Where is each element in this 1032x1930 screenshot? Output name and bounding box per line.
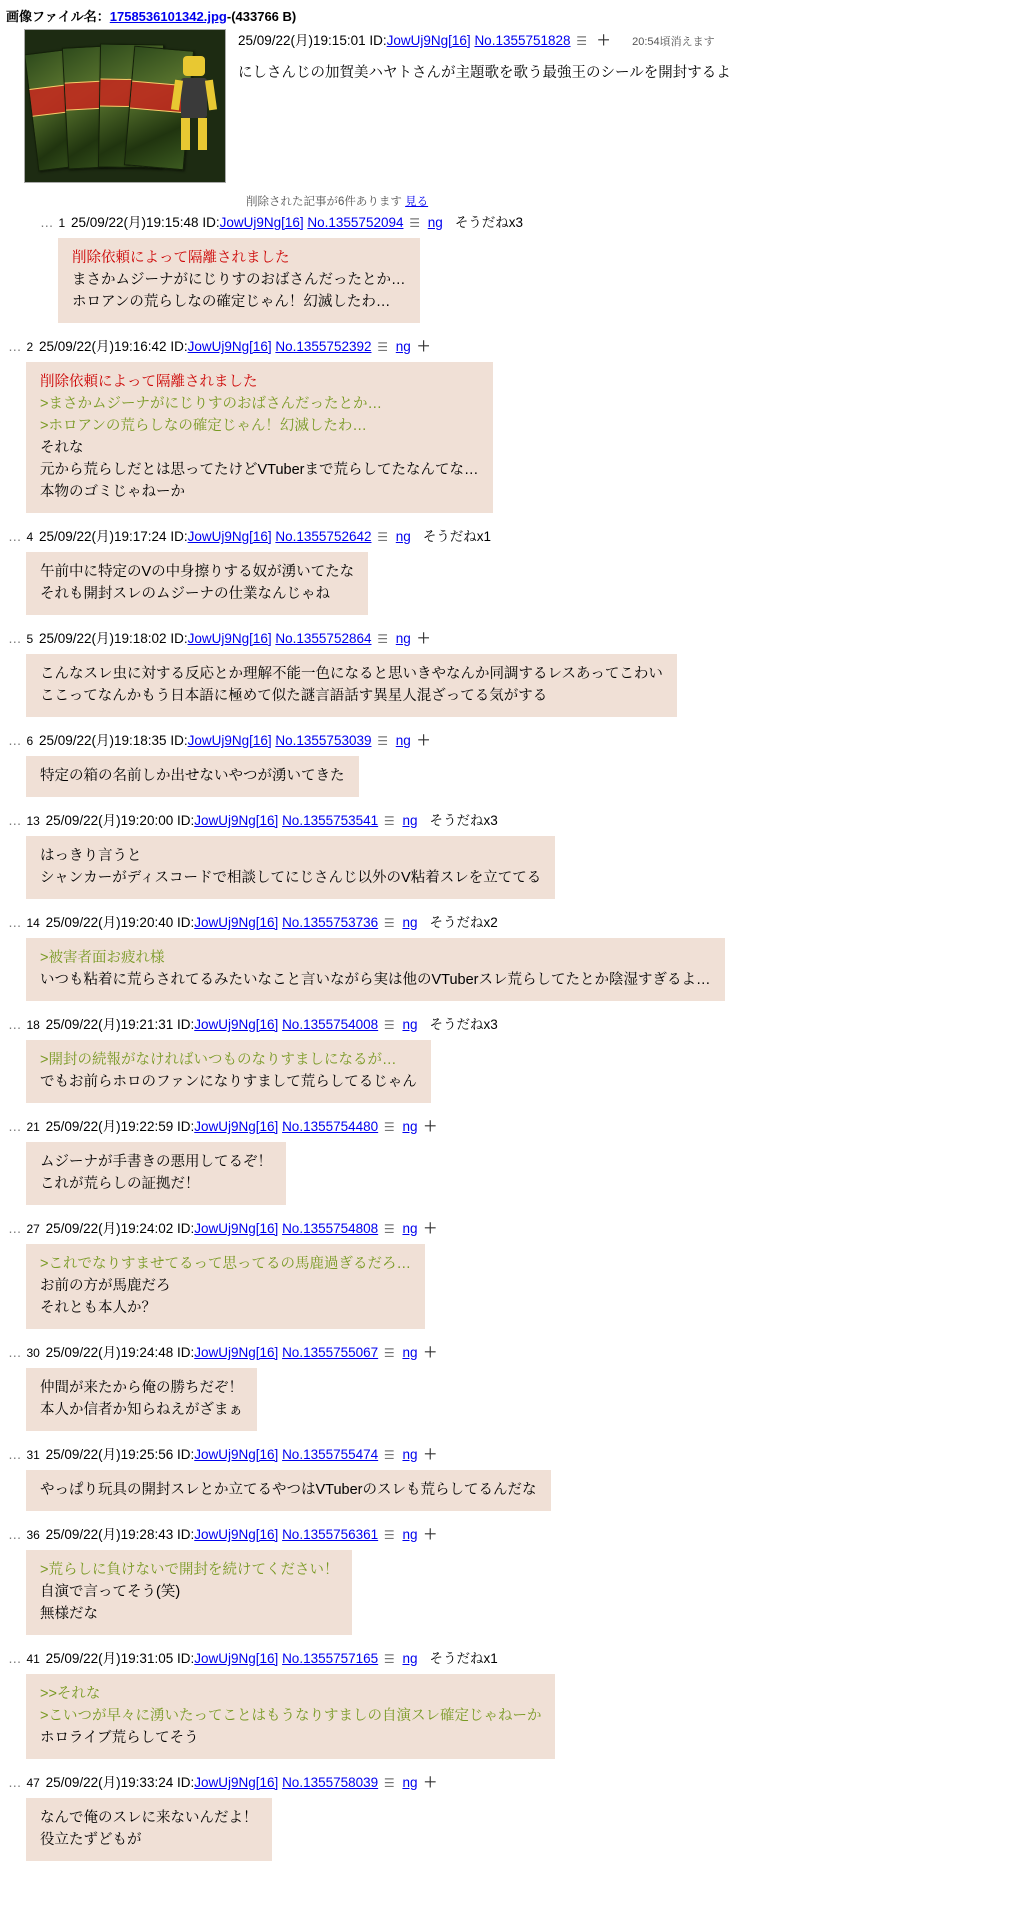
reply-collapse-toggle[interactable]: … (8, 1119, 23, 1134)
reply-header (0, 1343, 1032, 1363)
reply-body (26, 938, 725, 1001)
expand-plus-button[interactable]: ＋ (416, 733, 431, 748)
ng-button[interactable]: ng (395, 733, 411, 748)
reply-id-label: ID: (170, 733, 188, 748)
reply-post (0, 807, 1032, 909)
reply-body (58, 238, 420, 323)
reply-date: 25/09/22(月)19:28:43 (45, 1527, 174, 1542)
reply-post (0, 625, 1032, 727)
list-icon[interactable]: ☰ (383, 1652, 395, 1666)
reply-post (0, 1645, 1032, 1769)
list-icon[interactable]: ☰ (377, 530, 389, 544)
reply-post (0, 1521, 1032, 1645)
reply-post-number[interactable]: No.1355754008 (282, 1017, 379, 1032)
reply-id-value[interactable]: JowUj9Ng[16] (194, 1527, 279, 1542)
reply-post-number[interactable]: No.1355756361 (282, 1527, 379, 1542)
warning-line: 削除依頼によって隔離されました (40, 374, 258, 390)
op-thumbnail-image[interactable] (24, 29, 226, 183)
reply-post-number[interactable]: No.1355753039 (275, 733, 372, 748)
reply-post-number[interactable]: No.1355752864 (275, 631, 372, 646)
reply-post-number[interactable]: No.1355752094 (307, 215, 404, 230)
soudane-count[interactable]: そうだねx1 (422, 529, 492, 544)
reply-collapse-toggle[interactable]: … (8, 1447, 23, 1462)
deleted-posts-note (0, 187, 1032, 209)
reply-post (0, 909, 1032, 1011)
reply-body (26, 362, 493, 513)
reply-number: 1 (58, 216, 66, 230)
reply-body (26, 1142, 286, 1205)
reply-header (0, 1445, 1032, 1465)
file-info-line (0, 0, 1032, 27)
reply-body (26, 1244, 425, 1329)
reply-post-number[interactable]: No.1355753541 (282, 813, 379, 828)
reply-number: 47 (26, 1776, 40, 1790)
reply-header (0, 1525, 1032, 1545)
reply-post (0, 727, 1032, 807)
quote-line: >ホロアンの荒らしなの確定じゃん！幻滅したわ… (40, 418, 367, 434)
reply-id-label: ID: (176, 915, 195, 930)
list-icon[interactable]: ☰ (377, 632, 389, 646)
text-line: ホロライブ荒らしてそう (40, 1730, 199, 1746)
ng-button[interactable]: ng (395, 529, 411, 544)
reply-collapse-toggle[interactable]: … (8, 631, 23, 646)
reply-collapse-toggle[interactable]: … (8, 813, 23, 828)
list-icon[interactable]: ☰ (383, 1222, 395, 1236)
list-icon[interactable]: ☰ (576, 34, 588, 48)
text-line: それとも本人か？ (40, 1300, 156, 1316)
op-post (0, 27, 1032, 187)
op-id-label: ID: (369, 33, 387, 48)
reply-date: 25/09/22(月)19:33:24 (45, 1775, 174, 1790)
reply-post-number[interactable]: No.1355755067 (282, 1345, 379, 1360)
reply-date: 25/09/22(月)19:24:02 (45, 1221, 174, 1236)
text-line: 無様だな (40, 1606, 98, 1622)
reply-post (0, 1441, 1032, 1521)
quote-line: >被害者面お疲れ様 (40, 950, 165, 966)
reply-id-value[interactable]: JowUj9Ng[16] (194, 1017, 279, 1032)
reply-body (26, 836, 555, 899)
quote-line: >開封の続報がなければいつものなりすましになるが… (40, 1052, 397, 1068)
list-icon[interactable]: ☰ (383, 1776, 395, 1790)
figure-body (181, 78, 207, 118)
reply-header (0, 1015, 1032, 1035)
reply-post (0, 1011, 1032, 1113)
reply-date: 25/09/22(月)19:15:48 (70, 215, 199, 230)
text-line: いつも粘着に荒らされてるみたいなこと言いながら実は他のVTuberスレ荒らしてたとか陰湿すぎるよ… (40, 972, 711, 988)
reply-id-label: ID: (176, 1527, 195, 1542)
figure-leg-left (181, 118, 190, 150)
reply-date: 25/09/22(月)19:24:48 (45, 1345, 174, 1360)
reply-id-label: ID: (170, 339, 188, 354)
reply-header (0, 913, 1032, 933)
soudane-count[interactable]: そうだねx3 (429, 1017, 498, 1032)
text-line: こんなスレ虫に対する反応とか理解不能一色になると思いきやなんか同調するレスあってこわい (40, 666, 663, 682)
reply-collapse-toggle[interactable]: … (8, 1221, 23, 1236)
reply-post-number[interactable]: No.1355755474 (282, 1447, 379, 1462)
warning-line: 削除依頼によって隔離されました (72, 250, 290, 266)
expand-plus-button[interactable]: ＋ (423, 1119, 437, 1134)
text-line: シャンカーがディスコードで相談してにじさんじ以外のV粘着スレを立ててる (40, 870, 542, 886)
reply-date: 25/09/22(月)19:20:40 (45, 915, 174, 930)
reply-id-value[interactable]: JowUj9Ng[16] (194, 1119, 279, 1134)
reply-header (0, 213, 1032, 233)
ng-button[interactable]: ng (395, 339, 411, 354)
ng-button[interactable]: ng (402, 813, 418, 828)
file-label: 画像ファイル名： (6, 9, 110, 24)
ng-button[interactable]: ng (402, 915, 418, 930)
reply-post-number[interactable]: No.1355752642 (275, 529, 372, 544)
reply-id-label: ID: (176, 1775, 195, 1790)
reply-body (26, 756, 359, 797)
list-icon[interactable]: ☰ (377, 734, 389, 748)
reply-id-label: ID: (176, 1017, 195, 1032)
ng-button[interactable]: ng (402, 1527, 418, 1542)
expand-plus-button[interactable]: ＋ (423, 1447, 437, 1462)
reply-body (26, 654, 677, 717)
expand-plus-button[interactable]: ＋ (416, 339, 431, 354)
reply-number: 30 (26, 1346, 40, 1360)
text-line: やっぱり玩具の開封スレとか立てるやつはVTuberのスレも荒らしてるんだな (40, 1482, 537, 1498)
reply-number: 21 (26, 1120, 40, 1134)
ng-button[interactable]: ng (402, 1775, 418, 1790)
reply-number: 41 (26, 1652, 40, 1666)
text-line: まさかムジーナがにじりすのおばさんだったとか… (72, 272, 406, 288)
reply-post (0, 1215, 1032, 1339)
reply-post (0, 333, 1032, 523)
list-icon[interactable]: ☰ (383, 1448, 395, 1462)
text-line: なんで俺のスレに来ないんだよ！ (40, 1810, 258, 1826)
reply-body (26, 1470, 551, 1511)
reply-id-value[interactable]: JowUj9Ng[16] (194, 1775, 279, 1790)
reply-id-value[interactable]: JowUj9Ng[16] (194, 1651, 279, 1666)
reply-number: 13 (26, 814, 40, 828)
reply-list (0, 209, 1032, 1871)
text-line: それな (40, 440, 84, 456)
text-line: 特定の箱の名前しか出せないやつが湧いてきた (40, 768, 345, 784)
reply-date: 25/09/22(月)19:21:31 (45, 1017, 174, 1032)
reply-header (0, 1773, 1032, 1793)
text-line: お前の方が馬鹿だろ (40, 1278, 171, 1294)
ng-button[interactable]: ng (402, 1017, 418, 1032)
reply-body (26, 1674, 555, 1759)
reply-header (0, 731, 1032, 751)
reply-date: 25/09/22(月)19:25:56 (45, 1447, 174, 1462)
reply-body (26, 1798, 272, 1861)
reply-id-label: ID: (176, 1651, 195, 1666)
reply-id-value[interactable]: JowUj9Ng[16] (187, 529, 272, 544)
quote-line: >荒らしに負けないで開封を続けてください！ (40, 1562, 339, 1578)
deleted-posts-show-link[interactable]: 見る (405, 196, 429, 208)
file-name-link[interactable]: 1758536101342.jpg (109, 9, 227, 24)
list-icon[interactable]: ☰ (377, 340, 389, 354)
list-icon[interactable]: ☰ (383, 1018, 395, 1032)
reply-id-value[interactable]: JowUj9Ng[16] (194, 1221, 279, 1236)
op-header (238, 31, 1032, 52)
deleted-posts-count: 削除された記事が6件あります (246, 196, 402, 208)
reply-date: 25/09/22(月)19:18:02 (38, 631, 167, 646)
reply-number: 6 (26, 734, 34, 748)
reply-header (0, 1649, 1032, 1669)
reply-id-label: ID: (176, 1447, 195, 1462)
reply-id-label: ID: (176, 1119, 195, 1134)
expand-plus-button[interactable]: ＋ (416, 631, 431, 646)
reply-header (0, 629, 1032, 649)
reply-id-value[interactable]: JowUj9Ng[16] (219, 215, 304, 230)
text-line: 仲間が来たから俺の勝ちだぞ！ (40, 1380, 243, 1396)
figure-head (183, 56, 205, 76)
reply-collapse-toggle[interactable]: … (40, 215, 55, 230)
reply-body (26, 1040, 431, 1103)
reply-number: 5 (26, 632, 34, 646)
reply-date: 25/09/22(月)19:17:24 (38, 529, 167, 544)
reply-id-value[interactable]: JowUj9Ng[16] (187, 339, 272, 354)
text-line: ここってなんかもう日本語に極めて似た謎言語話す異星人混ざってる気がする (40, 688, 548, 704)
reply-id-label: ID: (202, 215, 220, 230)
text-line: それも開封スレのムジーナの仕業なんじゃね (40, 586, 330, 602)
op-post-number[interactable]: No.1355751828 (474, 33, 571, 48)
reply-date: 25/09/22(月)19:16:42 (38, 339, 167, 354)
expand-plus-button[interactable]: ＋ (596, 33, 611, 48)
quote-line: >まさかムジーナがにじりすのおばさんだったとか… (40, 396, 382, 412)
reply-post (0, 523, 1032, 625)
reply-id-value[interactable]: JowUj9Ng[16] (194, 1345, 279, 1360)
text-line: 本物のゴミじゃねーか (40, 484, 185, 500)
ng-button[interactable]: ng (402, 1221, 418, 1236)
text-line: 元から荒らしだとは思ってたけどVTuberまで荒らしてたなんてな… (40, 462, 479, 478)
ng-button[interactable]: ng (402, 1651, 418, 1666)
reply-collapse-toggle[interactable]: … (8, 733, 23, 748)
reply-post-number[interactable]: No.1355754480 (282, 1119, 379, 1134)
op-expiry-text: 20:54頃消えます (632, 36, 715, 48)
reply-post (0, 1113, 1032, 1215)
reply-collapse-toggle[interactable]: … (8, 1345, 23, 1360)
soudane-count[interactable]: そうだねx2 (429, 915, 498, 930)
reply-header (0, 527, 1032, 547)
reply-collapse-toggle[interactable]: … (8, 339, 23, 354)
reply-post-number[interactable]: No.1355758039 (282, 1775, 379, 1790)
ng-button[interactable]: ng (402, 1345, 418, 1360)
quote-line: >こいつが早々に湧いたってことはもうなりすましの自演スレ確定じゃねーか (40, 1708, 542, 1724)
reply-post-number[interactable]: No.1355753736 (282, 915, 379, 930)
list-icon[interactable]: ☰ (383, 814, 395, 828)
reply-header (0, 1117, 1032, 1137)
reply-post-number[interactable]: No.1355754808 (282, 1221, 379, 1236)
reply-date: 25/09/22(月)19:22:59 (45, 1119, 174, 1134)
list-icon[interactable]: ☰ (383, 916, 395, 930)
reply-number: 18 (26, 1018, 40, 1032)
quote-line: >>それな (40, 1686, 101, 1702)
text-line: ムジーナが手書きの悪用してるぞ！ (40, 1154, 272, 1170)
reply-id-value[interactable]: JowUj9Ng[16] (187, 631, 272, 646)
expand-plus-button[interactable]: ＋ (423, 1775, 437, 1790)
text-line: はっきり言うと (40, 848, 142, 864)
reply-id-value[interactable]: JowUj9Ng[16] (194, 813, 279, 828)
ng-button[interactable]: ng (402, 1447, 418, 1462)
reply-number: 36 (26, 1528, 40, 1542)
reply-date: 25/09/22(月)19:20:00 (45, 813, 174, 828)
quote-line: >これでなりすませてるって思ってるの馬鹿過ぎるだろ… (40, 1256, 411, 1272)
list-icon[interactable]: ☰ (383, 1528, 395, 1542)
reply-id-label: ID: (176, 1345, 195, 1360)
reply-id-label: ID: (170, 529, 188, 544)
soudane-count[interactable]: そうだねx1 (429, 1651, 498, 1666)
op-date: 25/09/22(月)19:15:01 (238, 33, 366, 48)
op-body (238, 27, 1032, 88)
reply-post (0, 1769, 1032, 1871)
text-line: 午前中に特定のVの中身擦りする奴が湧いてたな (40, 564, 355, 580)
reply-id-label: ID: (170, 631, 188, 646)
figure-leg-right (198, 118, 207, 150)
text-line: 役立たずどもが (40, 1832, 142, 1848)
reply-collapse-toggle[interactable]: … (8, 915, 23, 930)
ng-button[interactable]: ng (427, 215, 443, 230)
file-size: -(433766 B) (226, 9, 297, 24)
text-line: これが荒らしの証拠だ！ (40, 1176, 200, 1192)
expand-plus-button[interactable]: ＋ (423, 1345, 437, 1360)
thumbnail-figure (177, 56, 211, 152)
op-id-value[interactable]: JowUj9Ng[16] (386, 33, 471, 48)
text-line: ホロアンの荒らしなの確定じゃん！幻滅したわ… (72, 294, 391, 310)
soudane-count[interactable]: そうだねx3 (454, 215, 524, 230)
reply-post-number[interactable]: No.1355757165 (282, 1651, 379, 1666)
reply-post (0, 209, 1032, 333)
expand-plus-button[interactable]: ＋ (423, 1221, 437, 1236)
ng-button[interactable]: ng (402, 1119, 418, 1134)
text-line: 本人か信者か知らねえがざまぁ (40, 1402, 243, 1418)
expand-plus-button[interactable]: ＋ (423, 1527, 437, 1542)
reply-collapse-toggle[interactable]: … (8, 1651, 23, 1666)
reply-header (0, 811, 1032, 831)
op-text: にしさんじの加賀美ハヤトさんが主題歌を歌う最強王のシールを開封するよ (238, 65, 731, 81)
reply-number: 31 (26, 1448, 40, 1462)
reply-collapse-toggle[interactable]: … (8, 1017, 23, 1032)
reply-id-value[interactable]: JowUj9Ng[16] (187, 733, 272, 748)
reply-collapse-toggle[interactable]: … (8, 529, 23, 544)
list-icon[interactable]: ☰ (409, 216, 421, 230)
reply-id-label: ID: (176, 813, 195, 828)
reply-body (26, 1550, 352, 1635)
reply-number: 4 (26, 530, 34, 544)
soudane-count[interactable]: そうだねx3 (429, 813, 498, 828)
reply-body (26, 1368, 257, 1431)
reply-id-value[interactable]: JowUj9Ng[16] (194, 915, 279, 930)
reply-number: 27 (26, 1222, 40, 1236)
text-line: でもお前らホロのファンになりすまして荒らしてるじゃん (40, 1074, 417, 1090)
reply-body (26, 552, 368, 615)
reply-id-value[interactable]: JowUj9Ng[16] (194, 1447, 279, 1462)
reply-date: 25/09/22(月)19:18:35 (38, 733, 167, 748)
reply-number: 14 (26, 916, 40, 930)
list-icon[interactable]: ☰ (383, 1346, 395, 1360)
reply-collapse-toggle[interactable]: … (8, 1775, 23, 1790)
reply-id-label: ID: (176, 1221, 195, 1236)
ng-button[interactable]: ng (395, 631, 411, 646)
reply-number: 2 (26, 340, 34, 354)
text-line: 自演で言ってそう(笑) (40, 1584, 181, 1600)
reply-date: 25/09/22(月)19:31:05 (45, 1651, 174, 1666)
reply-collapse-toggle[interactable]: … (8, 1527, 23, 1542)
reply-post-number[interactable]: No.1355752392 (275, 339, 372, 354)
list-icon[interactable]: ☰ (383, 1120, 395, 1134)
reply-post (0, 1339, 1032, 1441)
reply-header (0, 1219, 1032, 1239)
reply-header (0, 337, 1032, 357)
